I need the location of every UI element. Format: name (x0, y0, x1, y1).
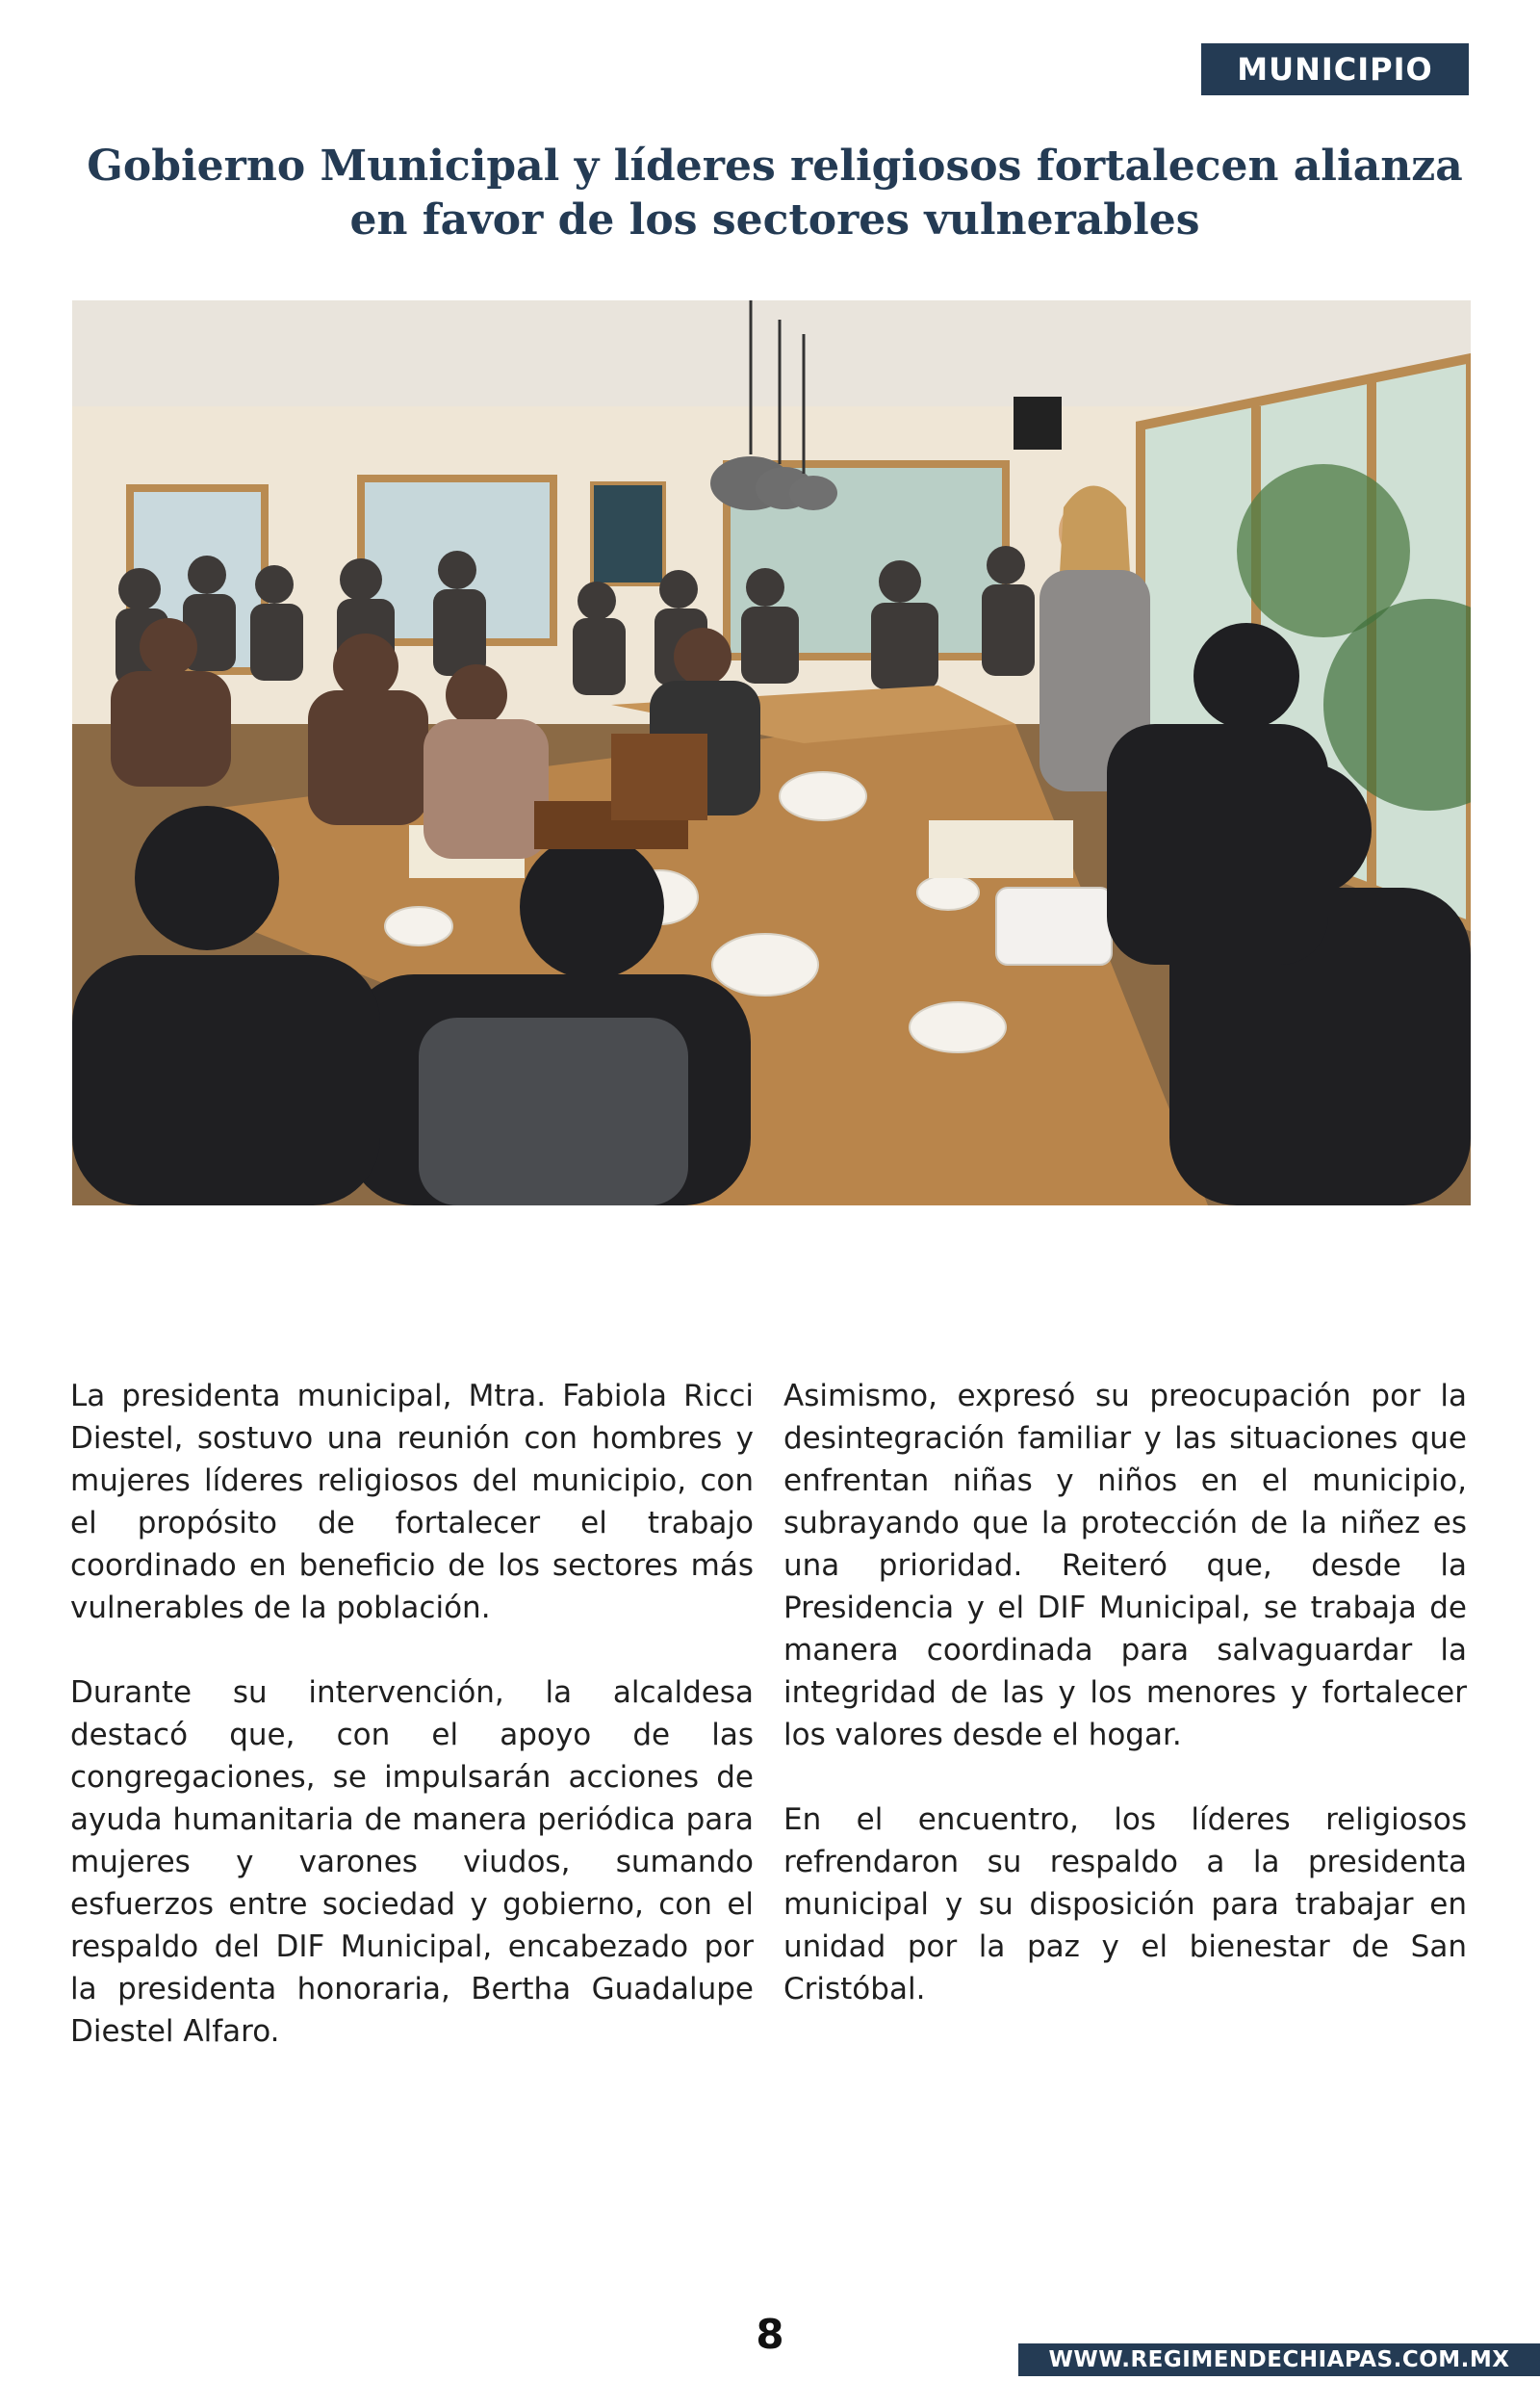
paragraph: La presidenta municipal, Mtra. Fabiola Ricci Diestel, sostuvo una reunión con hombres y mujeres líderes religiosos del municipio, con el propósito de fortalecer el trabajo coordinado en beneficio de los sectores más vulnerables de la población. (70, 1379, 754, 1625)
article-body-left-column (70, 1375, 754, 2095)
paragraph: Asimismo, expresó su preocupación por la desintegración familiar y las situaciones que enfrentan niñas y niños en el municipio, subrayando que la protección de la niñez es una prioridad. Reiteró que, desde la Presidencia y el DIF Municipal, se trabaja de manera coordinada para salvaguardar la integridad de las y los menores y fortalecer los valores desde el hogar. (783, 1379, 1467, 1752)
meeting-photo-illustration (72, 300, 1471, 1205)
article-title: Gobierno Municipal y líderes religiosos fortalecen alianza en favor de los sectores vulnerables (87, 142, 1463, 245)
paragraph: En el encuentro, los líderes religiosos refrendaron su respaldo a la presidenta municipal y su disposición para trabajar en unidad por la paz y el bienestar de San Cristóbal. (783, 1802, 1467, 2006)
section-tag: MUNICIPIO (1201, 43, 1469, 95)
paragraph: Durante su intervención, la alcaldesa destacó que, con el apoyo de las congregaciones, se impulsarán acciones de ayuda humanitaria de manera periódica para mujeres y varones viudos, sumando esfuerzos entre sociedad y gobierno, con el respaldo del DIF Municipal, encabezado por la presidenta honoraria, Bertha Guadalupe Diestel Alfaro. (70, 1675, 754, 2049)
page-number: 8 (756, 2311, 784, 2358)
article-photo (72, 300, 1471, 1205)
article-body-right-column (783, 1375, 1467, 2053)
website-link[interactable]: WWW.REGIMENDECHIAPAS.COM.MX (1018, 2343, 1540, 2376)
